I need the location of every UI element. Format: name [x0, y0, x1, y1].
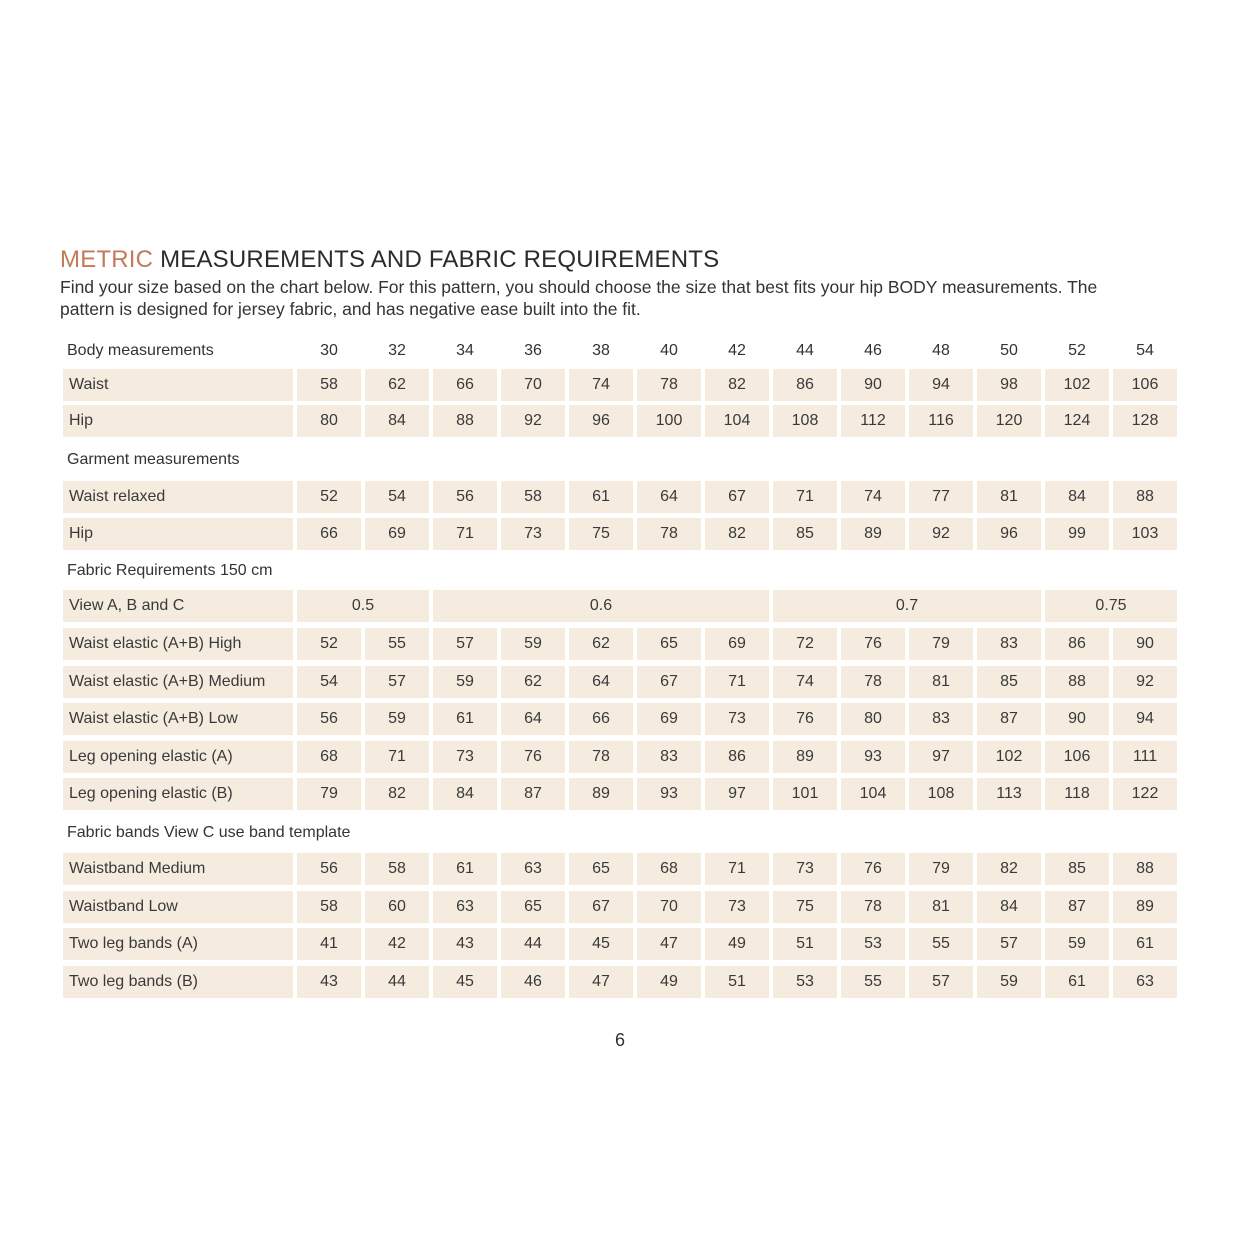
table-cell: 42 — [365, 928, 429, 960]
size-header: 46 — [864, 342, 882, 359]
section-header: Body measurements — [67, 342, 214, 359]
table-cell: 93 — [637, 778, 701, 810]
table-cell: 66 — [569, 703, 633, 735]
table-cell: 65 — [569, 853, 633, 885]
table-cell: 86 — [773, 369, 837, 401]
table-cell: 68 — [297, 741, 361, 773]
table-cell: 102 — [1045, 369, 1109, 401]
table-cell: 89 — [773, 741, 837, 773]
table-cell: 70 — [637, 891, 701, 923]
table-cell: 92 — [501, 405, 565, 437]
table-cell: 59 — [433, 666, 497, 698]
table-cell: 78 — [841, 891, 905, 923]
table-cell: 85 — [977, 666, 1041, 698]
table-cell: 101 — [773, 778, 837, 810]
table-cell: 108 — [773, 405, 837, 437]
row-label: Waist elastic (A+B) High — [63, 628, 293, 660]
table-cell: 104 — [841, 778, 905, 810]
table-cell: 57 — [977, 928, 1041, 960]
table-cell: 51 — [773, 928, 837, 960]
table-cell: 78 — [569, 741, 633, 773]
intro-line: Find your size based on the chart below. For this pattern, you should choose the size that best fits your hip BODY measurements. The — [60, 277, 1098, 297]
table-cell: 69 — [705, 628, 769, 660]
table-cell: 106 — [1045, 741, 1109, 773]
table-cell: 82 — [365, 778, 429, 810]
table-cell: 65 — [501, 891, 565, 923]
table-cell: 49 — [705, 928, 769, 960]
row-label: Waist — [63, 369, 293, 401]
table-cell: 54 — [365, 481, 429, 513]
table-cell: 113 — [977, 778, 1041, 810]
table-cell: 51 — [705, 966, 769, 998]
table-cell: 57 — [433, 628, 497, 660]
size-header: 32 — [388, 342, 406, 359]
table-cell: 116 — [909, 405, 973, 437]
table-cell: 99 — [1045, 518, 1109, 550]
row-label: Waistband Low — [63, 891, 293, 923]
table-cell: 52 — [297, 481, 361, 513]
table-cell: 59 — [977, 966, 1041, 998]
table-cell: 79 — [909, 853, 973, 885]
table-cell: 58 — [297, 891, 361, 923]
table-cell: 53 — [841, 928, 905, 960]
table-cell: 102 — [977, 741, 1041, 773]
table-cell: 46 — [501, 966, 565, 998]
table-cell: 79 — [297, 778, 361, 810]
table-cell: 79 — [909, 628, 973, 660]
page-number: 6 — [614, 1030, 625, 1050]
table-cell: 64 — [501, 703, 565, 735]
table-cell: 67 — [705, 481, 769, 513]
row-label: Leg opening elastic (A) — [63, 741, 293, 773]
table-cell: 44 — [365, 966, 429, 998]
table-cell: 76 — [841, 853, 905, 885]
table-cell: 47 — [637, 928, 701, 960]
table-cell: 89 — [841, 518, 905, 550]
table-cell: 84 — [1045, 481, 1109, 513]
table-cell: 88 — [1113, 853, 1177, 885]
size-header: 50 — [1000, 342, 1018, 359]
table-cell: 80 — [841, 703, 905, 735]
table-cell: 66 — [297, 518, 361, 550]
table-cell: 62 — [501, 666, 565, 698]
table-cell: 104 — [705, 405, 769, 437]
table-cell: 86 — [705, 741, 769, 773]
table-cell: 97 — [909, 741, 973, 773]
table-cell: 81 — [909, 666, 973, 698]
table-cell: 71 — [365, 741, 429, 773]
table-cell: 81 — [909, 891, 973, 923]
table-cell: 56 — [297, 853, 361, 885]
table-cell: 87 — [501, 778, 565, 810]
table-cell: 80 — [297, 405, 361, 437]
table-cell: 87 — [1045, 891, 1109, 923]
section-header: Fabric bands View C use band template — [67, 824, 351, 841]
merged-cell: 0.75 — [1045, 590, 1177, 622]
row-label: Leg opening elastic (B) — [63, 778, 293, 810]
intro-line: pattern is designed for jersey fabric, and has negative ease built into the fit. — [60, 299, 641, 319]
table-cell: 96 — [569, 405, 633, 437]
table-cell: 90 — [1045, 703, 1109, 735]
table-cell: 71 — [433, 518, 497, 550]
table-cell: 90 — [841, 369, 905, 401]
table-cell: 61 — [433, 853, 497, 885]
row-label: Hip — [63, 518, 293, 550]
table-cell: 87 — [977, 703, 1041, 735]
table-cell: 63 — [433, 891, 497, 923]
table-cell: 59 — [1045, 928, 1109, 960]
table-cell: 76 — [773, 703, 837, 735]
table-cell: 108 — [909, 778, 973, 810]
table-cell: 69 — [365, 518, 429, 550]
table-cell: 76 — [841, 628, 905, 660]
table-cell: 73 — [433, 741, 497, 773]
table-cell: 78 — [841, 666, 905, 698]
table-cell: 55 — [365, 628, 429, 660]
table-cell: 44 — [501, 928, 565, 960]
size-header: 36 — [524, 342, 542, 359]
table-cell: 88 — [1045, 666, 1109, 698]
table-cell: 56 — [433, 481, 497, 513]
table-cell: 43 — [297, 966, 361, 998]
row-label: Two leg bands (B) — [63, 966, 293, 998]
size-header: 54 — [1136, 342, 1154, 359]
row-label: Waist elastic (A+B) Low — [63, 703, 293, 735]
size-header: 42 — [728, 342, 746, 359]
table-cell: 63 — [1113, 966, 1177, 998]
table-cell: 89 — [569, 778, 633, 810]
table-cell: 52 — [297, 628, 361, 660]
table-cell: 82 — [705, 369, 769, 401]
table-cell: 57 — [909, 966, 973, 998]
table-cell: 47 — [569, 966, 633, 998]
table-cell: 62 — [365, 369, 429, 401]
table-cell: 84 — [977, 891, 1041, 923]
table-cell: 64 — [569, 666, 633, 698]
table-cell: 71 — [773, 481, 837, 513]
table-cell: 49 — [637, 966, 701, 998]
table-cell: 88 — [433, 405, 497, 437]
table-cell: 73 — [705, 891, 769, 923]
table-cell: 93 — [841, 741, 905, 773]
section-header: Garment measurements — [67, 451, 240, 468]
table-cell: 84 — [365, 405, 429, 437]
table-cell: 78 — [637, 369, 701, 401]
table-cell: 77 — [909, 481, 973, 513]
table-cell: 58 — [365, 853, 429, 885]
size-header: 40 — [660, 342, 678, 359]
table-cell: 83 — [977, 628, 1041, 660]
row-label: View A, B and C — [63, 590, 293, 622]
table-cell: 98 — [977, 369, 1041, 401]
table-cell: 59 — [501, 628, 565, 660]
table-cell: 71 — [705, 853, 769, 885]
size-header: 38 — [592, 342, 610, 359]
table-cell: 103 — [1113, 518, 1177, 550]
table-cell: 61 — [569, 481, 633, 513]
table-cell: 73 — [705, 703, 769, 735]
merged-cell: 0.7 — [773, 590, 1041, 622]
merged-cell: 0.5 — [297, 590, 429, 622]
table-cell: 45 — [569, 928, 633, 960]
table-cell: 94 — [909, 369, 973, 401]
table-cell: 96 — [977, 518, 1041, 550]
table-cell: 100 — [637, 405, 701, 437]
table-cell: 97 — [705, 778, 769, 810]
table-cell: 69 — [637, 703, 701, 735]
table-cell: 56 — [297, 703, 361, 735]
table-cell: 112 — [841, 405, 905, 437]
size-header: 44 — [796, 342, 814, 359]
table-cell: 65 — [637, 628, 701, 660]
table-cell: 111 — [1113, 741, 1177, 773]
table-cell: 78 — [637, 518, 701, 550]
table-cell: 72 — [773, 628, 837, 660]
table-cell: 58 — [501, 481, 565, 513]
table-cell: 45 — [433, 966, 497, 998]
table-cell: 90 — [1113, 628, 1177, 660]
table-cell: 67 — [569, 891, 633, 923]
table-cell: 55 — [841, 966, 905, 998]
table-cell: 88 — [1113, 481, 1177, 513]
table-cell: 61 — [1045, 966, 1109, 998]
table-cell: 60 — [365, 891, 429, 923]
table-cell: 61 — [1113, 928, 1177, 960]
table-cell: 76 — [501, 741, 565, 773]
table-cell: 75 — [569, 518, 633, 550]
table-cell: 84 — [433, 778, 497, 810]
table-cell: 55 — [909, 928, 973, 960]
table-cell: 70 — [501, 369, 565, 401]
table-cell: 71 — [705, 666, 769, 698]
size-header: 48 — [932, 342, 950, 359]
size-header: 52 — [1068, 342, 1086, 359]
table-cell: 128 — [1113, 405, 1177, 437]
table-cell: 74 — [841, 481, 905, 513]
table-cell: 58 — [297, 369, 361, 401]
row-label: Waist relaxed — [63, 481, 293, 513]
table-cell: 82 — [977, 853, 1041, 885]
table-cell: 106 — [1113, 369, 1177, 401]
table-cell: 124 — [1045, 405, 1109, 437]
table-cell: 67 — [637, 666, 701, 698]
table-cell: 85 — [1045, 853, 1109, 885]
table-cell: 54 — [297, 666, 361, 698]
section-header: Fabric Requirements 150 cm — [67, 562, 273, 579]
table-cell: 62 — [569, 628, 633, 660]
table-cell: 85 — [773, 518, 837, 550]
table-cell: 66 — [433, 369, 497, 401]
table-cell: 64 — [637, 481, 701, 513]
row-label: Two leg bands (A) — [63, 928, 293, 960]
table-cell: 68 — [637, 853, 701, 885]
size-header: 30 — [320, 342, 338, 359]
table-cell: 83 — [909, 703, 973, 735]
table-cell: 75 — [773, 891, 837, 923]
table-cell: 57 — [365, 666, 429, 698]
table-cell: 59 — [365, 703, 429, 735]
table-cell: 53 — [773, 966, 837, 998]
row-label: Hip — [63, 405, 293, 437]
table-cell: 74 — [569, 369, 633, 401]
table-cell: 63 — [501, 853, 565, 885]
table-cell: 122 — [1113, 778, 1177, 810]
table-cell: 43 — [433, 928, 497, 960]
table-cell: 92 — [909, 518, 973, 550]
table-cell: 94 — [1113, 703, 1177, 735]
table-cell: 89 — [1113, 891, 1177, 923]
table-cell: 61 — [433, 703, 497, 735]
table-cell: 118 — [1045, 778, 1109, 810]
table-cell: 74 — [773, 666, 837, 698]
table-cell: 83 — [637, 741, 701, 773]
table-cell: 73 — [773, 853, 837, 885]
table-cell: 81 — [977, 481, 1041, 513]
size-header: 34 — [456, 342, 474, 359]
table-cell: 82 — [705, 518, 769, 550]
table-cell: 92 — [1113, 666, 1177, 698]
merged-cell: 0.6 — [433, 590, 769, 622]
table-cell: 41 — [297, 928, 361, 960]
row-label: Waistband Medium — [63, 853, 293, 885]
table-cell: 86 — [1045, 628, 1109, 660]
title-accent: METRIC — [60, 246, 154, 273]
table-cell: 120 — [977, 405, 1041, 437]
row-label: Waist elastic (A+B) Medium — [63, 666, 293, 698]
table-cell: 73 — [501, 518, 565, 550]
title-rest: MEASUREMENTS AND FABRIC REQUIREMENTS — [153, 246, 720, 273]
